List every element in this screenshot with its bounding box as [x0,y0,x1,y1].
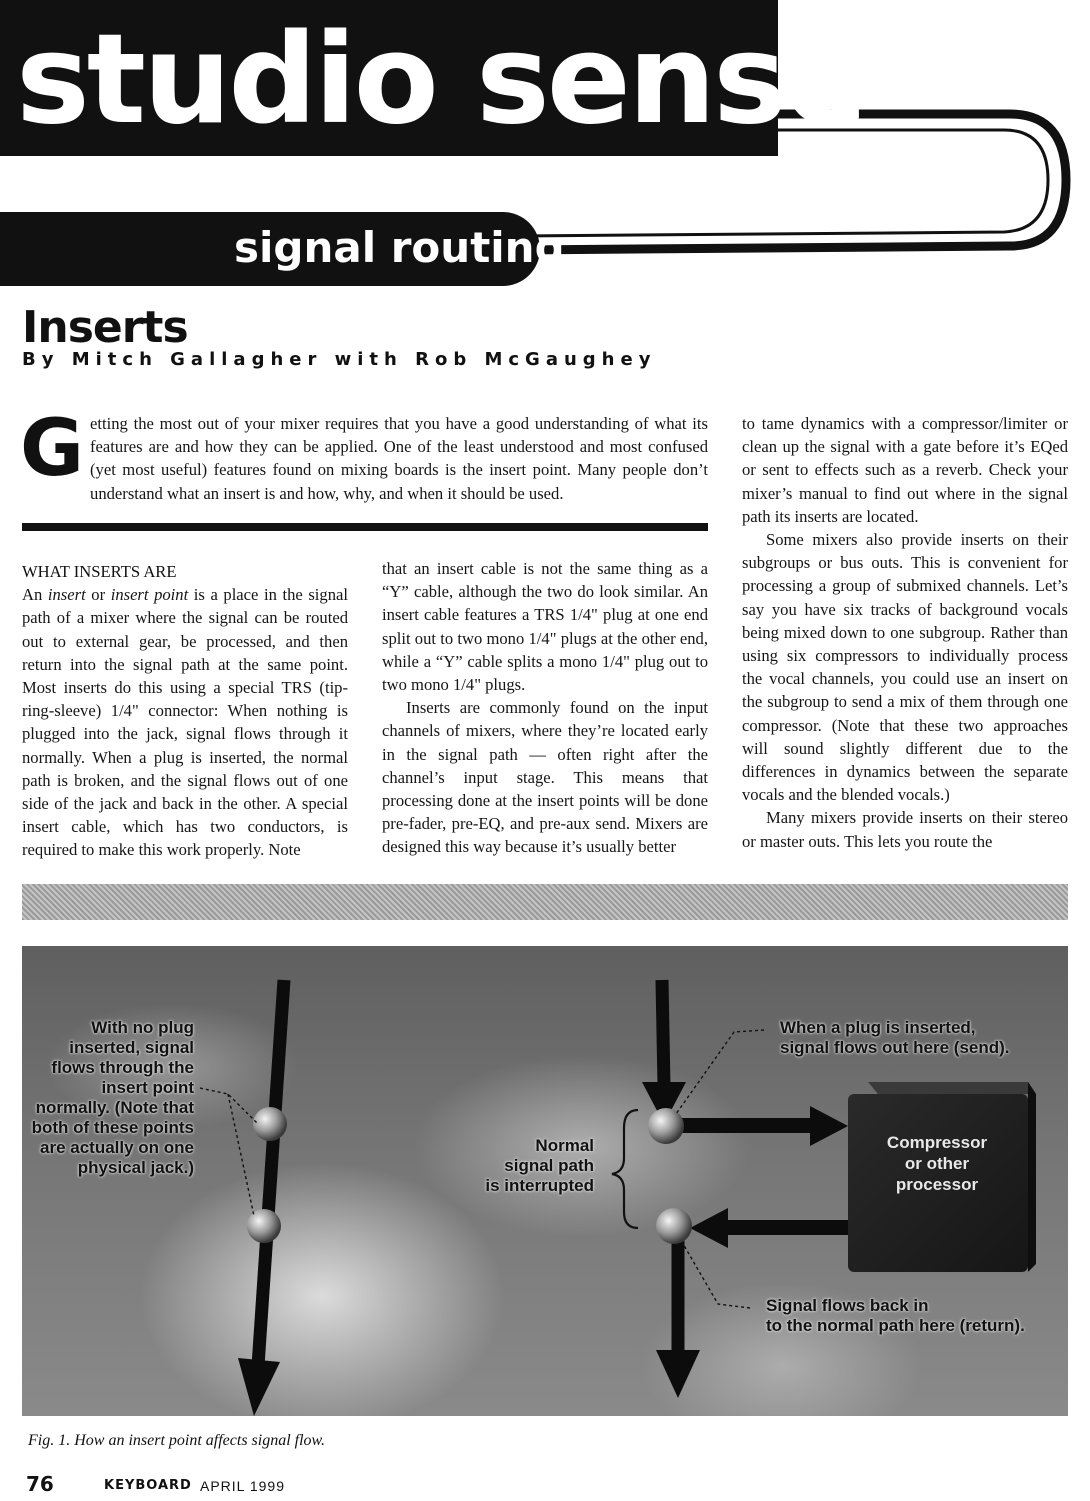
col3-paragraph-3: Many mixers provide inserts on their stereo or master outs. This lets you route the [742,808,1068,851]
col1-text-or: or [85,585,111,605]
processor-label: Compressor or other processor [886,1133,988,1194]
through-signal-line [238,980,284,1416]
output-arrowhead-icon [656,1350,700,1398]
byline: By Mitch Gallagher with Rob McGaughey [22,349,657,370]
header-title: studio sense [16,8,866,152]
return-arrow [690,1208,854,1248]
footer-issue-date: APRIL 1999 [200,1478,285,1494]
send-arrow [680,1106,848,1146]
interrupted-bracket [612,1110,638,1228]
callout-normal-path: Normal signal path is interrupted [485,1136,594,1195]
column-3 [742,412,1068,853]
subhead-what-inserts-are: WHAT INSERTS ARE [22,562,177,581]
col1-term-insert: insert [47,585,86,605]
return-point-ball-icon [656,1208,692,1244]
through-arrowhead-icon [238,1358,280,1416]
intro-rule [22,523,708,531]
figure-signal-flow [22,946,1068,1416]
insert-point-send-ball-icon [253,1107,287,1141]
drop-cap: G [20,404,85,494]
send-arrowhead-icon [810,1106,848,1146]
send-point-ball-icon [648,1108,684,1144]
page-number: 76 [26,1472,54,1496]
article-title: Inserts [22,302,188,353]
col1-term-insert-point: insert point [110,585,189,605]
input-signal-line [642,980,686,1124]
column-1 [22,560,348,862]
col2-paragraph-1: that an insert cable is not the same thing as a “Y” cable, although the two do look similar. An insert cable features a TRS 1/4" plug at one end split out to two mono 1/4" plugs at the other end, while a “Y” cable splits a mono 1/4" plug out to two mono 1/4" plugs. [382,559,708,695]
callout-return: Signal flows back in to the normal path here (return). [766,1296,1025,1335]
callout-no-plug: With no plug inserted, signal flows through the insert point normally. (Note that both of these points are actually on one physical jack.) [31,1018,194,1177]
return-arrowhead-icon [690,1208,728,1248]
section-label: signal routing [234,223,565,272]
col3-paragraph-2: Some mixers also provide inserts on their subgroups or bus outs. This is convenient for processing a group of submixed channels. Let’s say you have six tracks of background vocals being mixed down to one subgroup. Rather than using six compressors to individually process the vocal channels, you could use an insert on the subgroup to send a mix of them through one compressor. (Note that these two approaches will sound slightly different due to the differences in dynamics between the separate vocals and the blended vocals.) [742,530,1068,805]
leader-lines-left [200,1088,258,1216]
footer-magazine-name: KEYBOARD [104,1478,192,1493]
col1-paragraph-1 [22,583,348,861]
intro-block [20,404,708,505]
figure-caption: Fig. 1. How an insert point affects signal flow. [28,1432,326,1449]
column-2 [382,557,708,859]
leader-lines-right [676,1030,764,1308]
callout-send: When a plug is inserted, signal flows out here (send). [780,1018,1010,1057]
figure-top-stripe [22,884,1068,920]
insert-point-return-ball-icon [247,1209,281,1243]
col1-text-start: An [22,585,48,605]
col1-text-rest: is a place in the signal path of a mixer where the signal can be routed out to external gear, be processed, and then return into the signal path at the same point. Most inserts do this using a special TRS (tip-ring-sleeve) 1/4" connector: When nothing is plugged into the jack, signal flows through it normally. When a plug is inserted, the normal path is broken, and the signal flows out of one side of the jack and back in the other. A special insert cable, which has two conductors, is required to make this work properly. Note [22,585,348,860]
col3-paragraph-1: to tame dynamics with a compressor/limiter or clean up the signal with a gate before it’s EQed or sent to effects such as a reverb. Check your mixer’s manual to find out where in the signal path its inserts are located. [742,414,1068,526]
intro-paragraph: etting the most out of your mixer requires that you have a good understanding of what its features are and how they can be applied. One of the least understood and most confused (yet most useful) features found on mixing boards is the insert point. Many people don’t understand what an insert is and how, why, and when it should be used. [90,414,708,503]
col2-paragraph-2: Inserts are commonly found on the input channels of mixers, where they’re located early in the signal path — often right after the channel’s input stage. This means that processing done at the insert points will be done pre-fader, pre-EQ, and pre-aux send. Mixers are designed this way because it’s usually better [382,698,708,857]
